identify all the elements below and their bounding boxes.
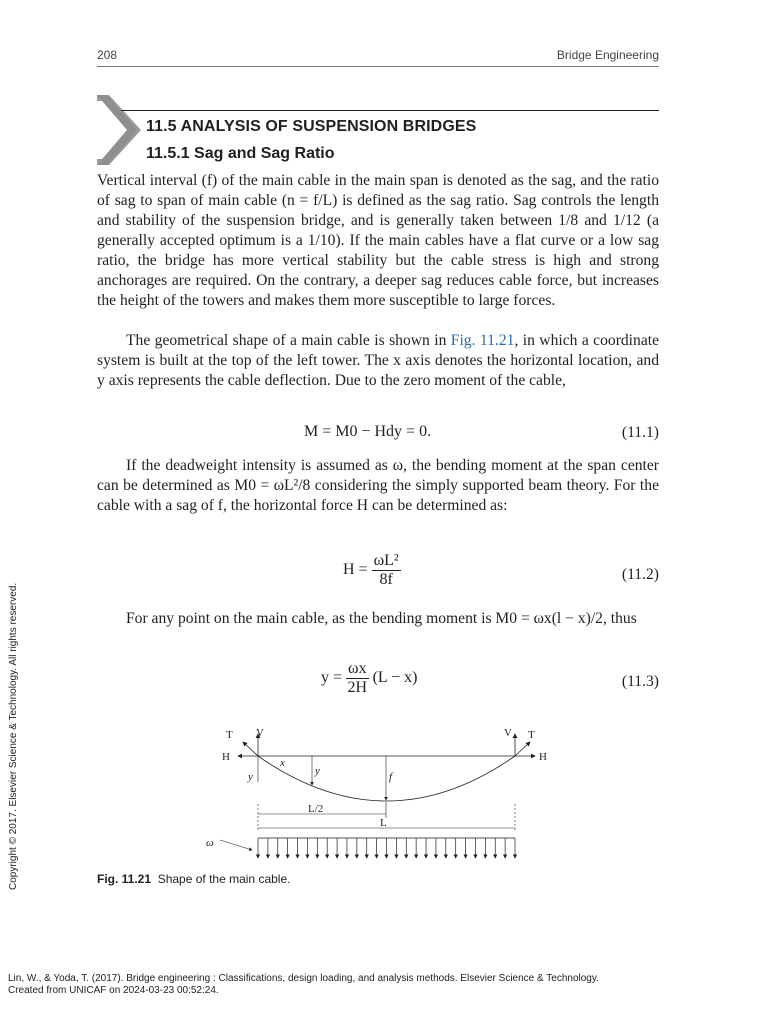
figure-caption-label: Fig. 11.21 <box>97 872 152 886</box>
equation-11-2 <box>343 552 401 589</box>
paragraph-geometry-text-a: The geometrical shape of a main cable is shown in <box>126 332 451 349</box>
footer-line-2: Created from UNICAF on 2024-03-23 00:52:24. <box>8 985 219 996</box>
paragraph-geometry-text-b: , in which a coordinate system is built at the top of the left tower. The x axis denotes the horizontal location, and y axis represents the cable deflection. Due to the zero moment of the cable, <box>97 332 659 389</box>
cable-curve <box>258 756 515 801</box>
section-chevron-icon <box>97 95 141 165</box>
equation-11-1: M = M0 − Hdy = 0. <box>304 423 432 440</box>
distributed-load-arrows <box>258 838 515 858</box>
equation-11-3 <box>321 660 417 697</box>
equation-number-11-1: (11.1) <box>621 424 659 441</box>
main-cable-diagram <box>200 722 570 868</box>
label-v-left: V <box>256 727 264 739</box>
header-rule <box>97 66 659 67</box>
label-t-right: T <box>528 729 535 741</box>
label-y-left: y <box>248 771 253 783</box>
label-omega: ω <box>206 837 214 849</box>
label-v-right: V <box>504 727 512 739</box>
t-arrow-left <box>243 742 258 756</box>
figure-link[interactable]: Fig. 11.21 <box>450 332 515 349</box>
equation-number-11-2: (11.2) <box>621 566 659 583</box>
equation-11-3-rhs: (L − x) <box>372 669 418 687</box>
label-x: x <box>280 757 285 769</box>
subsection-title: 11.5.1 Sag and Sag Ratio <box>146 145 335 162</box>
running-title: Bridge Engineering <box>556 48 659 62</box>
label-span: L <box>380 817 387 829</box>
figure-caption-text: Shape of the main cable. <box>157 872 291 886</box>
footer-line-1: Lin, W., & Yoda, T. (2017). Bridge engineering : Classifications, design loading, and analysis methods. Elsevier Science & Technology. <box>8 973 599 984</box>
label-half-span: L/2 <box>308 803 324 815</box>
paragraph-geometry <box>97 331 659 391</box>
label-f: f <box>389 771 393 783</box>
equation-number-11-3: (11.3) <box>621 673 659 690</box>
label-h-right: H <box>539 751 547 763</box>
equation-11-2-numerator: ωL² <box>373 552 399 569</box>
footer-citation <box>8 973 599 997</box>
paragraph-deadweight: If the deadweight intensity is assumed as ω, the bending moment at the span center can be determined as M0 = ωL²/8 considering the simply supported beam theory. For the cable with a sag of f, the horizontal force H can be determined as: <box>97 457 659 514</box>
page-number: 208 <box>97 48 118 62</box>
label-y: y <box>315 765 320 777</box>
equation-11-2-denominator: 8f <box>379 571 393 588</box>
equation-11-3-numerator: ωx <box>348 660 367 677</box>
paragraph-sag: Vertical interval (f) of the main cable in the main span is denoted as the sag, and the ratio of sag to span of main cable (n = f/L) is defined as the sag ratio. Sag controls the length and stability of the suspension bridge, and is generally taken between 1/8 and 1/12 (a generally accepted optimum is a 1/10). If the main cables have a flat curve or a low sag ratio, the bridge has more vertical stability but the cable stress is high and strong anchorages are required. On the contrary, a deeper sag reduces cable force, but increases the height of the towers and makes them more susceptible to large forces. <box>97 172 659 309</box>
equation-11-3-lhs: y = <box>321 669 343 687</box>
paragraph-bending: For any point on the main cable, as the bending moment is M0 = ωx(l − x)/2, thus <box>126 610 637 627</box>
section-title: 11.5 ANALYSIS OF SUSPENSION BRIDGES <box>146 118 477 135</box>
label-h-left: H <box>222 751 230 763</box>
figure-caption <box>97 872 290 886</box>
equation-11-2-fraction <box>372 552 401 589</box>
equation-11-3-fraction <box>346 660 369 697</box>
t-arrow-right <box>515 742 530 756</box>
sidebar-copyright: Copyright © 2017. Elsevier Science & Technology. All rights reserved. <box>8 582 19 890</box>
omega-pointer <box>220 840 252 850</box>
label-t-left: T <box>226 729 233 741</box>
equation-11-2-lhs: H = <box>343 561 368 579</box>
equation-11-3-denominator: 2H <box>347 679 368 696</box>
section-rule <box>121 110 659 111</box>
